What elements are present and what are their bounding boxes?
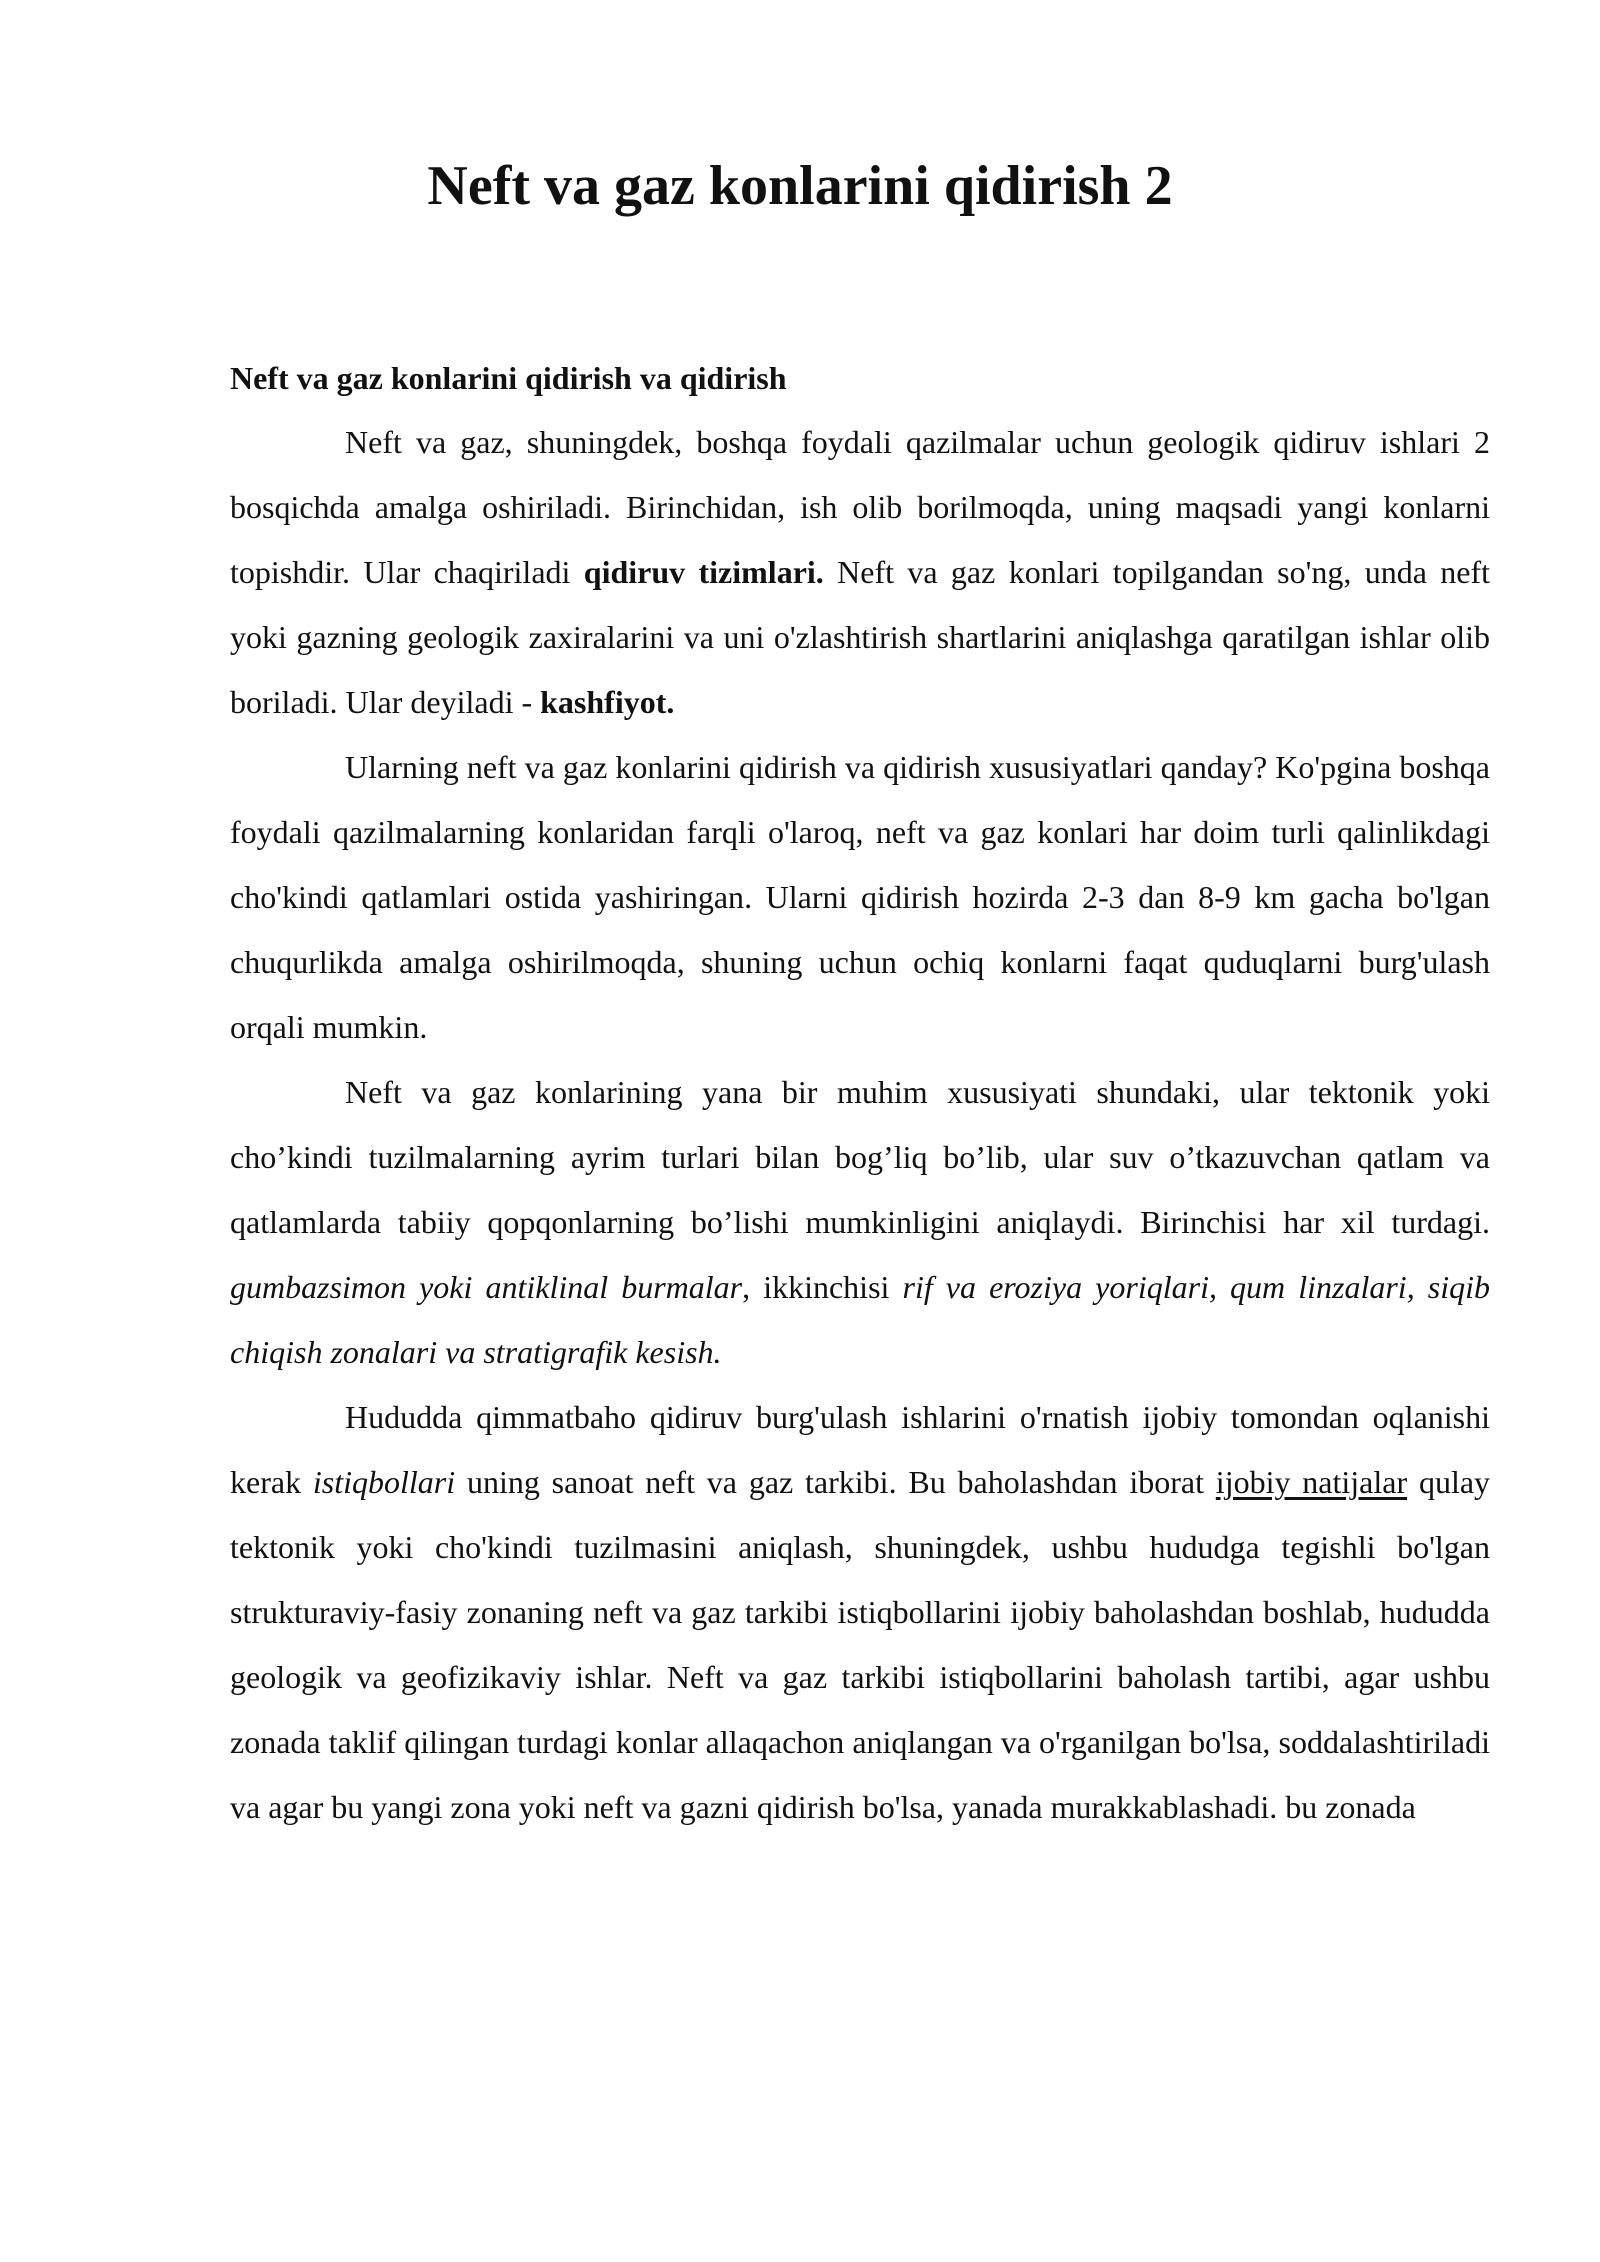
paragraph-1-text-a: Neft va gaz, shuningdek, boshqa foydali qazilmalar uchun geologik qidiruv ishlari 2 bosqichda amalga oshiriladi. Birinchidan, ish olib borilmoqda, uning maqsadi yangi konlarni topishdir. Ular chaqiriladi [230,424,1490,590]
document-title: Neft va gaz konlarini qidirish 2 [427,155,1173,217]
paragraph-4 [230,1385,1490,1840]
section-heading: Neft va gaz konlarini qidirish va qidirish [230,360,787,396]
paragraph-3 [230,1060,1490,1385]
paragraph-1-bold-term-a: qidiruv tizimlari. [583,554,824,590]
paragraph-3-text-b: , ikkinchisi [742,1269,903,1305]
document-body [230,346,1490,1840]
paragraph-1-bold-term-b: kashfiyot. [540,684,675,720]
paragraph-1-text-b: Neft va gaz konlari topilgandan so'ng, unda neft yoki gazning geologik zaxiralarini va uni o'zlashtirish shartlarini aniqlashga qaratilgan ishlar olib boriladi. Ular deyiladi - [230,554,1491,720]
paragraph-3-italic-a: gumbazsimon yoki antiklinal burmalar [230,1269,743,1305]
paragraph-3-italic-b: rif va eroziya yoriqlari, qum linzalari, siqib chiqish zonalari va stratigrafik kesish. [230,1269,1490,1370]
paragraph-2: Ularning neft va gaz konlarini qidirish va qidirish xususiyatlari qanday? Ko'pgina boshqa foydali qazilmalarning konlaridan farqli o'laroq, neft va gaz konlari har doim turli qalinlikdagi cho'kindi qatlamlari ostida yashiringan. Ularni qidirish hozirda 2-3 dan 8-9 km gacha bo'lgan chuqurlikda amalga oshirilmoqda, shuning uchun ochiq konlarni faqat quduqlarni burg'ulash orqali mumkin. [230,749,1490,1045]
paragraph-4-text-b: uning sanoat neft va gaz tarkibi. Bu baholashdan iborat [455,1464,1216,1500]
paragraph-4-underlined-link[interactable]: ijobiy natijalar [1215,1464,1408,1500]
paragraph-1 [230,410,1490,735]
paragraph-3-text-a: Neft va gaz konlarining yana bir muhim xususiyati shundaki, ular tektonik yoki cho’kindi tuzilmalarning ayrim turlari bilan bog’liq bo’lib, ular suv o’tkazuvchan qatlam va qatlamlarda tabiiy qopqonlarning bo’lishi mumkinligini aniqlaydi. Birinchisi har xil turdagi. [230,1074,1490,1240]
paragraph-4-text-c: qulay tektonik yoki cho'kindi tuzilmasini aniqlash, shuningdek, ushbu hududga tegishli bo'lgan strukturaviy-fasiy zonaning neft va gaz tarkibi istiqbollarini ijobiy baholashdan boshlab, hududda geologik va geofizikaviy ishlar. Neft va gaz tarkibi istiqbollarini baholash tartibi, agar ushbu zonada taklif qilingan turdagi konlar allaqachon aniqlangan va o'rganilgan bo'lsa, soddalashtiriladi va agar bu yangi zona yoki neft va gazni qidirish bo'lsa, yanada murakkablashadi. bu zonada [230,1464,1491,1825]
paragraph-4-italic-a: istiqbollari [312,1464,456,1500]
paragraph-4-text-a: Hududda qimmatbaho qidiruv burg'ulash ishlarini o'rnatish ijobiy tomondan oqlanishi kerak [230,1399,1490,1500]
